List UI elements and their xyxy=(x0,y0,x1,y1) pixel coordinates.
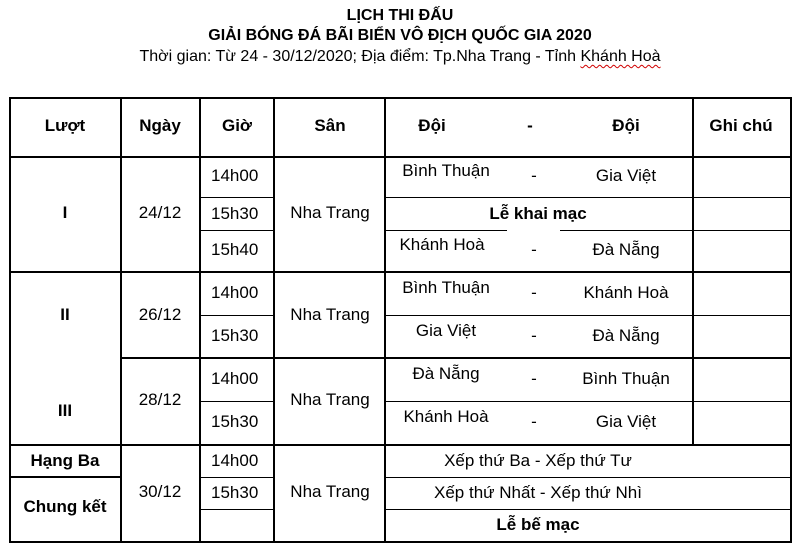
round-label: II xyxy=(60,305,70,324)
column-header-team-a: Đội xyxy=(418,116,446,135)
column-header-time: Giờ xyxy=(221,116,253,135)
match-time: 15h30 xyxy=(211,412,259,431)
round-label: I xyxy=(62,203,68,222)
slot-line xyxy=(200,230,273,231)
team-home: Bình Thuận xyxy=(402,161,490,180)
team-away: Đà Nẵng xyxy=(592,240,660,259)
slot-line xyxy=(200,401,273,402)
match-date: 26/12 xyxy=(138,305,182,324)
match-line xyxy=(385,230,507,231)
match-date: 24/12 xyxy=(138,203,182,222)
versus-dash: - xyxy=(531,369,537,388)
match-time: 14h00 xyxy=(211,451,259,470)
closing-ceremony: Lễ bế mạc xyxy=(496,515,580,534)
match-line xyxy=(385,477,792,478)
slot-line xyxy=(200,509,273,510)
slot-line xyxy=(200,315,273,316)
versus-dash: - xyxy=(531,166,537,185)
team-home: Đà Nẵng xyxy=(412,364,480,383)
slot-line xyxy=(200,197,273,198)
team-away: Bình Thuận xyxy=(582,369,670,388)
header-row-border xyxy=(9,156,792,158)
team-home: Khánh Hoà xyxy=(403,407,489,426)
round-label: III xyxy=(57,401,73,420)
match-date: 28/12 xyxy=(138,390,182,409)
match-date: 30/12 xyxy=(138,482,182,501)
opening-ceremony: Lễ khai mạc xyxy=(489,204,587,223)
match-time: 15h40 xyxy=(211,240,259,259)
table-border-left xyxy=(9,97,11,543)
table-border-bottom xyxy=(9,541,792,543)
team-away: Đà Nẵng xyxy=(592,326,660,345)
versus-dash: - xyxy=(531,412,537,431)
team-home: Bình Thuận xyxy=(402,278,490,297)
round-label: Chung kết xyxy=(23,497,107,516)
round-3-border xyxy=(9,444,792,446)
match-time: 14h00 xyxy=(211,166,259,185)
match-time: 15h30 xyxy=(211,204,259,223)
team-away: Gia Việt xyxy=(595,412,657,431)
column-header-round: Lượt xyxy=(44,116,86,135)
slot-line xyxy=(200,477,273,478)
match-time: 14h00 xyxy=(211,283,259,302)
column-divider xyxy=(384,97,386,543)
page-subtitle: GIẢI BÓNG ĐÁ BÃI BIỂN VÔ ĐỊCH QUỐC GIA 2020 xyxy=(208,27,592,44)
match-line xyxy=(385,401,792,402)
page-title: LỊCH THI ĐẤU xyxy=(346,7,454,24)
schedule-info-place: Khánh Hoà xyxy=(580,48,661,65)
round-label: Hạng Ba xyxy=(30,451,100,470)
final-matchup: Xếp thứ Nhất - Xếp thứ Nhì xyxy=(434,483,642,502)
match-line xyxy=(385,197,792,198)
match-line xyxy=(385,315,792,316)
column-divider xyxy=(273,97,275,543)
column-header-note: Ghi chú xyxy=(709,116,773,135)
column-divider xyxy=(692,97,694,445)
match-line xyxy=(560,230,792,231)
versus-dash: - xyxy=(531,240,537,259)
versus-dash: - xyxy=(531,283,537,302)
round-1-border xyxy=(9,271,792,273)
venue-name: Nha Trang xyxy=(290,305,370,324)
match-time: 15h30 xyxy=(211,326,259,345)
column-header-dash: - xyxy=(527,116,533,135)
bronze-row-border xyxy=(9,476,120,478)
match-line xyxy=(385,509,792,510)
venue-name: Nha Trang xyxy=(290,390,370,409)
team-away: Gia Việt xyxy=(595,166,657,185)
match-time: 15h30 xyxy=(211,483,259,502)
column-header-venue: Sân xyxy=(314,116,346,135)
column-header-team-b: Đội xyxy=(612,116,640,135)
venue-name: Nha Trang xyxy=(290,482,370,501)
column-header-date: Ngày xyxy=(139,116,181,135)
team-home: Khánh Hoà xyxy=(399,235,485,254)
table-border-top xyxy=(9,97,792,99)
team-home: Gia Việt xyxy=(415,321,477,340)
bronze-matchup: Xếp thứ Ba - Xếp thứ Tư xyxy=(444,451,632,470)
team-away: Khánh Hoà xyxy=(583,283,669,302)
column-divider xyxy=(199,97,201,543)
schedule-info-text: Thời gian: Từ 24 - 30/12/2020; Địa điểm: Tp.Nha Trang - Tỉnh xyxy=(139,48,581,65)
match-time: 14h00 xyxy=(211,369,259,388)
venue-name: Nha Trang xyxy=(290,203,370,222)
column-divider xyxy=(120,97,122,543)
versus-dash: - xyxy=(531,326,537,345)
table-border-right xyxy=(790,97,792,543)
